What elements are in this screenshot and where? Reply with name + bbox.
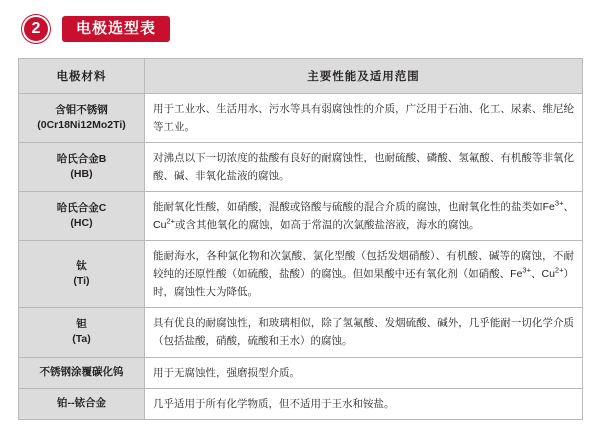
cell-description: 用于无腐蚀性，强磨损型介质。 (145, 357, 583, 388)
table-row (19, 94, 583, 143)
cell-description: 能耐海水，各种氯化物和次氯酸、氯化型酸（包括发烟硝酸）、有机酸、碱等的腐蚀，不耐较纯的还原性酸（如硫酸，盐酸）的腐蚀。但如果酸中还有氧化剂（如硝酸、$Fe^{3+}$、$Cu^{2+}$）时，腐蚀性大为降低。 (145, 241, 583, 308)
material-line: (HC) (70, 217, 93, 230)
material-line: 哈氏合金B (56, 152, 107, 165)
cell-description: 用于工业水、生活用水、污水等具有弱腐蚀性的介质，广泛用于石油、化工、尿素、维尼纶等工业。 (145, 94, 583, 143)
table-row (19, 388, 583, 419)
cell-material (19, 357, 145, 388)
table-row (19, 192, 583, 241)
material-line: 钛 (76, 260, 87, 273)
cell-material (19, 241, 145, 308)
section-header (18, 12, 582, 46)
cell-description: 具有优良的耐腐蚀性，和玻璃相似，除了氢氟酸、发烟硫酸、碱外，几乎能耐一切化学介质（包括盐酸，硝酸，硫酸和王水）的腐蚀。 (145, 308, 583, 357)
column-header-material: 电极材料 (19, 59, 145, 94)
table-row (19, 357, 583, 388)
material-line: (Ta) (72, 333, 91, 346)
material-line: (0Cr18Ni12Mo2Ti) (37, 119, 126, 132)
table-row (19, 308, 583, 357)
cell-material (19, 388, 145, 419)
material-line: 含钼不锈钢 (55, 103, 108, 116)
section-title-banner (62, 16, 170, 42)
material-line: 钽 (76, 318, 87, 331)
section-number-badge: 2 (22, 15, 50, 43)
table-body (19, 94, 583, 420)
table-row (19, 143, 583, 192)
cell-material (19, 94, 145, 143)
material-line: (Ti) (73, 275, 90, 288)
table-header-row (19, 59, 583, 94)
material-line: (HB) (70, 168, 93, 181)
cell-material (19, 308, 145, 357)
cell-description: 能耐氧化性酸，如硝酸，混酸或铬酸与硫酸的混合介质的腐蚀，也耐氧化性的盐类如$Fe^{3+}$、$Cu^{2+}$或含其他氧化的腐蚀，如高于常温的次氯酸盐溶液，海水的腐蚀。 (145, 192, 583, 241)
cell-material (19, 143, 145, 192)
cell-material (19, 192, 145, 241)
material-line: 铂--铱合金 (57, 396, 106, 409)
table-row (19, 241, 583, 308)
cell-description: 对沸点以下一切浓度的盐酸有良好的耐腐蚀性，也耐硫酸、磷酸、氢氟酸、有机酸等非氧化酸、碱、非氧化盐液的腐蚀。 (145, 143, 583, 192)
material-line: 哈氏合金C (56, 202, 107, 215)
cell-description: 几乎适用于所有化学物质，但不适用于王水和铵盐。 (145, 388, 583, 419)
page-title: 电极选型表 (76, 20, 157, 37)
material-line: 不锈钢涂覆碳化钨 (39, 365, 124, 378)
electrode-selection-table (18, 58, 583, 420)
column-header-description: 主要性能及适用范围 (145, 59, 583, 94)
